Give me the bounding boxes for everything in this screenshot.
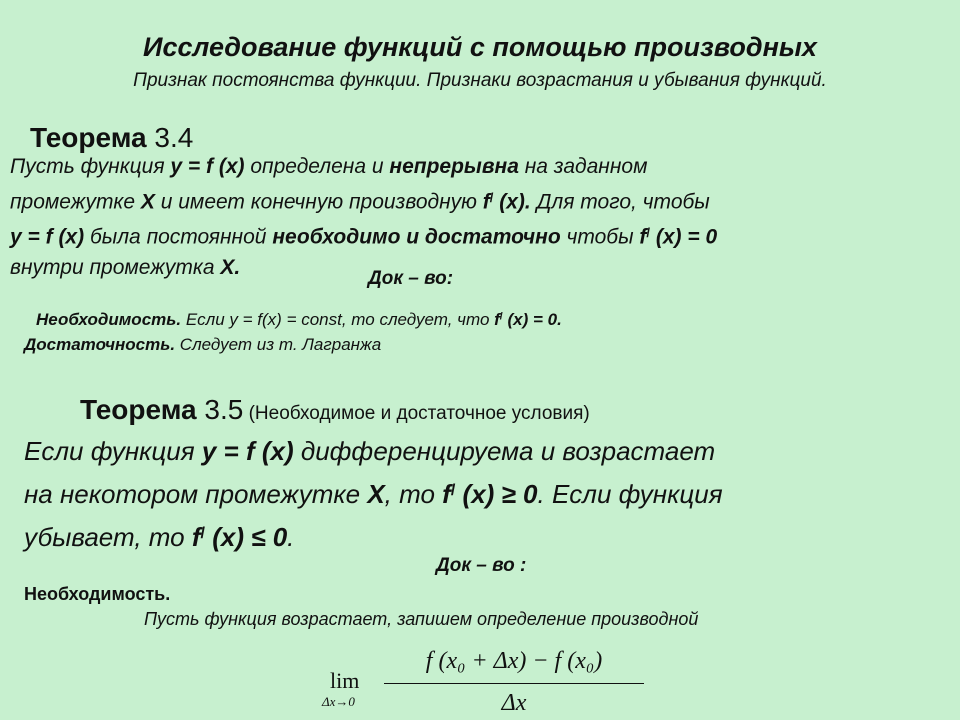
derivative-f: f <box>442 479 451 510</box>
fraction-bar <box>384 683 644 684</box>
statement-line <box>24 432 723 471</box>
derivative-f: f <box>482 190 490 213</box>
prime-mark: / <box>646 224 651 240</box>
prime-mark: / <box>450 481 456 499</box>
necessity-text: Пусть функция возрастает, запишем определение производной <box>144 609 699 629</box>
text: Если y = f(x) = const, то следует, что <box>181 310 495 329</box>
text: внутри промежутка <box>10 255 221 279</box>
proof-label: Док – во: <box>368 268 454 289</box>
text: . Если функция <box>537 479 723 510</box>
text: на заданном <box>518 155 648 178</box>
prime-mark: / <box>200 524 205 543</box>
text: определена и <box>244 155 390 178</box>
statement-line <box>24 471 723 514</box>
statement-line <box>10 183 717 218</box>
prime-mark: / <box>499 310 503 323</box>
necessity-label: Необходимость. <box>36 310 182 329</box>
interval-symbol: X <box>367 479 385 510</box>
prime-mark: / <box>489 189 494 205</box>
function-expr: y = f (x) <box>170 155 245 178</box>
theorem-number: 3.4 <box>146 122 194 153</box>
emphasis: непрерывна <box>389 155 519 178</box>
derivative-ineq: (x) ≤ 0 <box>204 522 288 553</box>
text: Пусть функция <box>10 155 171 178</box>
text: Следует из т. Лагранжа <box>175 335 382 354</box>
text: промежутке <box>10 190 141 213</box>
theorem-word: Теорема <box>30 122 147 153</box>
page-title: Исследование функций с помощью производных <box>143 32 817 62</box>
text: Для того, чтобы <box>530 190 710 213</box>
theorem-condition: (Необходимое и достаточное условия) <box>243 403 590 424</box>
derivative-f: f <box>191 522 201 553</box>
text: убывает, то <box>24 522 192 553</box>
statement-line <box>24 514 723 557</box>
derivative-eq: (x) = 0. <box>502 310 562 329</box>
sufficiency-label: Достаточность. <box>24 335 176 354</box>
derivative-arg: (x). <box>493 190 531 213</box>
statement-line <box>10 253 717 284</box>
lim-symbol: lim <box>330 668 360 693</box>
theorem-3-5-heading <box>80 394 590 426</box>
theorem-number: 3.5 <box>196 394 244 425</box>
lim-subscript: Δx→0 <box>322 694 355 709</box>
text: и имеет конечную производную <box>154 190 483 213</box>
derivative-eq: (x) = 0 <box>650 225 718 248</box>
necessity-line <box>36 310 562 330</box>
function-expr: y = f (x) <box>201 436 294 466</box>
text: на некотором промежутке <box>24 479 368 510</box>
necessity-label: Необходимость. <box>24 584 171 604</box>
emphasis: необходимо и достаточно <box>272 225 561 248</box>
text: . <box>287 522 295 553</box>
fraction-denominator: Δx <box>501 690 527 716</box>
theorem-3-5-statement <box>24 432 723 557</box>
sufficiency-line <box>24 335 381 355</box>
interval-symbol: X <box>140 190 155 213</box>
statement-line <box>10 218 717 253</box>
page-subtitle: Признак постоянства функции. Признаки возрастания и убывания функций. <box>133 70 827 91</box>
derivative-f: f <box>639 225 647 248</box>
statement-line <box>10 152 717 183</box>
text: Если функция <box>24 436 202 466</box>
text: чтобы <box>560 225 640 248</box>
theorem-3-4-heading <box>30 122 193 154</box>
text: была постоянной <box>84 225 273 248</box>
text: , то <box>384 479 443 510</box>
derivative-f: f <box>494 310 500 329</box>
interval-symbol: X. <box>220 255 241 279</box>
theorem-word: Теорема <box>80 394 197 425</box>
text: дифференцируема и возрастает <box>293 436 716 466</box>
fraction-numerator: f (x₀ + Δx) − f (x₀) <box>425 648 603 674</box>
proof-label: Док – во : <box>436 555 527 576</box>
theorem-3-4-statement <box>10 152 717 283</box>
derivative-ineq: (x) ≥ 0 <box>455 479 538 510</box>
function-expr: y = f (x) <box>10 225 85 248</box>
